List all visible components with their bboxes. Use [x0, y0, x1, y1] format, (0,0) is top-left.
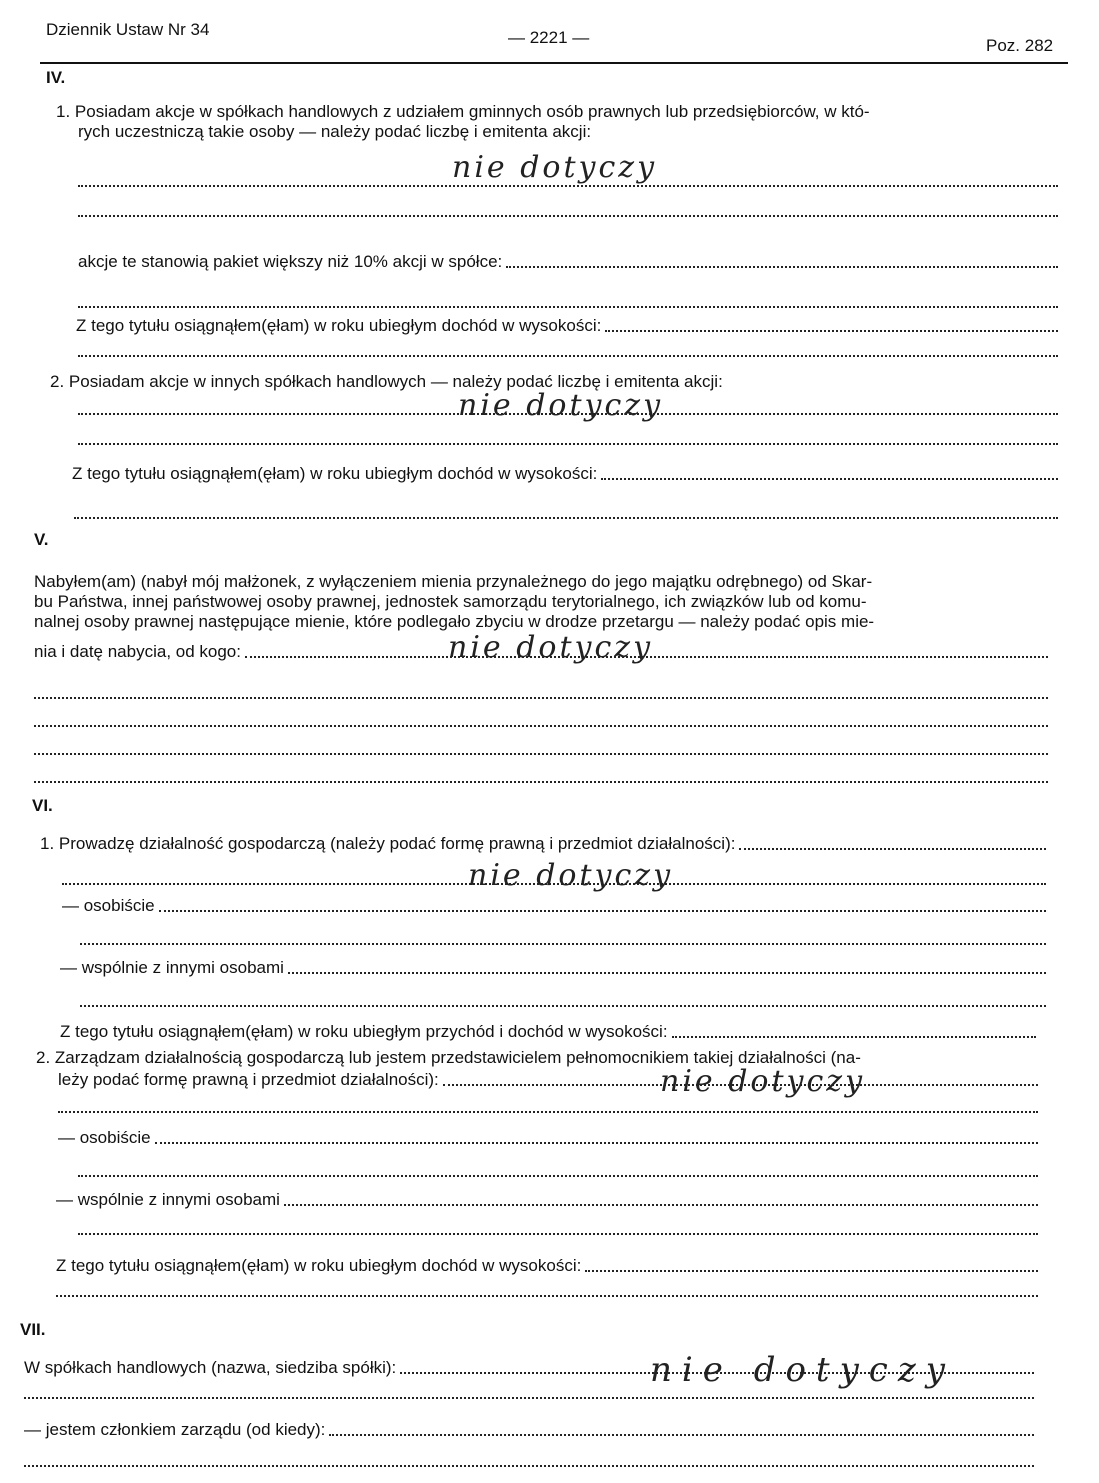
handwritten-answer: nie dotyczy	[458, 388, 664, 423]
handwritten-answer: nie dotyczy	[660, 1064, 866, 1099]
handwritten-answer: nie dotyczy	[650, 1350, 955, 1390]
section-v-text	[34, 572, 874, 632]
section-v-line2: bu Państwa, innej państwowej osoby prawnej, jednostek samorządu terytorialnego, ich związków lub od komu-	[34, 592, 867, 611]
section-v-line1: Nabyłem(am) (nabył mój małżonek, z wyłączeniem mienia przynależnego do jego majątku odrębnego) od Skar-	[34, 572, 873, 591]
answer-line	[601, 477, 1058, 480]
answer-line	[155, 1141, 1038, 1144]
section-vi-item2-line2-row	[58, 1070, 1038, 1090]
section-iv-income1-label: Z tego tytułu osiągnąłem(ęłam) w roku ubiegłym dochód w wysokości:	[76, 316, 602, 335]
section-iv-label: IV.	[46, 68, 66, 87]
section-iv-income2-row	[72, 464, 1058, 484]
answer-line	[78, 442, 1058, 445]
section-vi-personal2-label: — osobiście	[58, 1128, 151, 1147]
section-iv-income2-label: Z tego tytułu osiągnąłem(ęłam) w roku ubiegłym dochód w wysokości:	[72, 464, 598, 483]
answer-line	[80, 942, 1046, 945]
answer-line	[585, 1269, 1038, 1272]
section-vi-income3-row	[56, 1256, 1038, 1276]
section-vii-companies-label: W spółkach handlowych (nazwa, siedziba spółki):	[24, 1358, 397, 1377]
section-vi-personal-label: — osobiście	[62, 896, 155, 915]
section-vi-label: VI.	[32, 796, 53, 815]
answer-line	[78, 305, 1058, 308]
section-vi-item1-row	[40, 834, 1046, 854]
answer-line	[605, 329, 1058, 332]
section-vi-personal-row	[62, 896, 1046, 916]
answer-line	[78, 214, 1058, 217]
handwritten-answer: nie dotyczy	[448, 630, 654, 665]
page-number: — 2221 —	[508, 28, 590, 47]
answer-line	[78, 1174, 1038, 1177]
answer-line	[159, 909, 1046, 912]
answer-line	[74, 516, 1058, 519]
section-vii-board-label: — jestem członkiem zarządu (od kiedy):	[24, 1420, 326, 1439]
answer-line	[34, 696, 1048, 699]
section-vi-joint-label: — wspólnie z innymi osobami	[60, 958, 284, 977]
section-vi-item2-line2: leży podać formę prawną i przedmiot działalności):	[58, 1070, 439, 1089]
answer-line	[34, 780, 1048, 783]
section-vi-item2-line1: 2. Zarządzam działalnością gospodarczą lub jestem przedstawicielem pełnomocnikiem takiej działalności (na-	[36, 1048, 861, 1067]
section-v-label: V.	[34, 530, 49, 549]
section-vi-item1-label: 1. Prowadzę działalność gospodarczą (należy podać formę prawną i przedmiot działalności):	[40, 834, 736, 853]
answer-line	[58, 1110, 1038, 1113]
answer-line	[34, 724, 1048, 727]
answer-line	[24, 1396, 1034, 1399]
section-vii-board-row	[24, 1420, 1034, 1440]
answer-line	[284, 1203, 1038, 1206]
handwritten-answer: nie dotyczy	[452, 150, 658, 185]
answer-line	[24, 1464, 1034, 1467]
answer-line	[288, 971, 1046, 974]
answer-line	[80, 1004, 1046, 1007]
section-iv-item1-line2: rych uczestniczą takie osoby — należy podać liczbę i emitenta akcji:	[78, 122, 592, 141]
section-vi-joint2-label: — wspólnie z innymi osobami	[56, 1190, 280, 1209]
section-vi-income-label: Z tego tytułu osiągnąłem(ęłam) w roku ubiegłym przychód i dochód w wysokości:	[60, 1022, 668, 1041]
section-vi-joint2-row	[56, 1190, 1038, 1210]
section-iv-item2-label: 2. Posiadam akcje w innych spółkach handlowych — należy podać liczbę i emitenta akcji:	[50, 372, 723, 391]
section-v-line3: nalnej osoby prawnej następujące mienie, które podlegało zbyciu w drodze przetargu — należy podać opis mie-	[34, 612, 875, 631]
section-vi-income-row	[60, 1022, 1036, 1042]
section-iv-income1-row	[76, 316, 1058, 336]
section-v-line4: nia i datę nabycia, od kogo:	[34, 642, 241, 661]
section-iv-packet-row	[78, 252, 1058, 272]
handwritten-answer: nie dotyczy	[468, 858, 674, 893]
journal-title: Dziennik Ustaw Nr 34	[46, 20, 210, 39]
section-vi-income3-label: Z tego tytułu osiągnąłem(ęłam) w roku ubiegłym dochód w wysokości:	[56, 1256, 582, 1275]
answer-line	[34, 752, 1048, 755]
section-vi-personal2-row	[58, 1128, 1038, 1148]
section-vi-joint-row	[60, 958, 1046, 978]
section-vii-label: VII.	[20, 1320, 46, 1339]
answer-line	[739, 847, 1046, 850]
answer-line	[56, 1294, 1038, 1297]
header-rule	[40, 62, 1068, 64]
answer-line	[78, 354, 1058, 357]
answer-line	[506, 265, 1058, 268]
section-iv-packet-label: akcje te stanowią pakiet większy niż 10% akcji w spółce:	[78, 252, 503, 271]
answer-line	[78, 1232, 1038, 1235]
section-iv-item1-line1: 1. Posiadam akcje w spółkach handlowych z udziałem gminnych osób prawnych lub przedsiębiorców, w któ-	[56, 102, 870, 121]
answer-line	[672, 1035, 1036, 1038]
position-number: Poz. 282	[986, 36, 1054, 55]
section-iv-item1	[56, 102, 870, 142]
answer-line	[329, 1433, 1034, 1436]
